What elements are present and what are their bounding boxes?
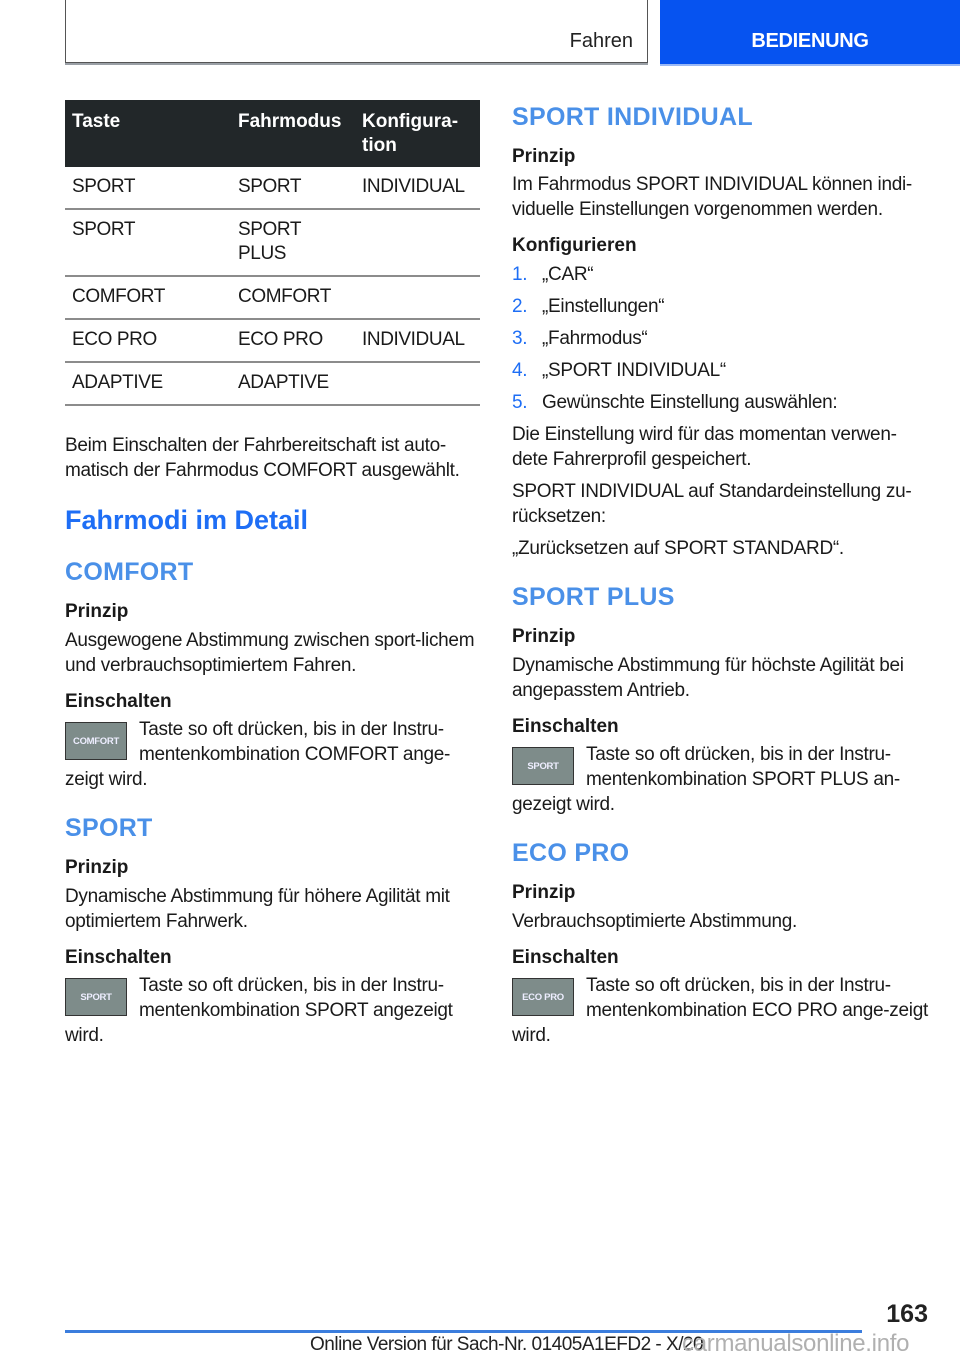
eco-pro-button-icon: ECO PRO [512, 978, 574, 1016]
sport-button-icon: SPORT [65, 978, 127, 1016]
sport-individual-prinzip-text: Im Fahrmodus SPORT INDIVIDUAL können indi-viduelle Einstellungen vorgenommen werden. [512, 174, 912, 220]
step-item: 1. „CAR“ [512, 264, 594, 285]
table-row [65, 209, 480, 276]
header-section-tab [65, 0, 648, 63]
table-row [65, 319, 480, 362]
sport-plus-prinzip-label: Prinzip [512, 626, 576, 647]
table-cell: INDIVIDUAL [355, 319, 480, 362]
table-cell: ECO PRO [65, 319, 231, 362]
table-row [65, 167, 480, 209]
step-item: 2. „Einstellungen“ [512, 296, 665, 317]
table-header-fahrmodus: Fahrmodus [231, 100, 355, 167]
eco-pro-heading: ECO PRO [512, 839, 630, 867]
note-reset: SPORT INDIVIDUAL auf Standardeinstellung zu-rücksetzen: [512, 481, 912, 527]
table-header-taste: Taste [65, 100, 231, 167]
table-cell: SPORT [65, 167, 231, 209]
table-cell: SPORT [231, 167, 355, 209]
sport-individual-heading: SPORT INDIVIDUAL [512, 103, 753, 131]
intro-text: Beim Einschalten der Fahrbereitschaft ist auto-matisch der Fahrmodus COMFORT ausgewählt. [65, 435, 460, 481]
drive-mode-table [65, 100, 480, 406]
step-item: 4. „SPORT INDIVIDUAL“ [512, 360, 726, 381]
eco-pro-prinzip-text: Verbrauchsoptimierte Abstimmung. [512, 911, 798, 932]
table-cell: ADAPTIVE [65, 362, 231, 405]
header-chapter-label: BEDIENUNG [751, 30, 869, 52]
konfigurieren-steps [512, 262, 932, 415]
header-section-label: Fahren [569, 30, 633, 52]
header-chapter-tab [660, 0, 960, 64]
left-column [65, 100, 480, 1048]
table-cell: SPORT [65, 209, 231, 276]
table-cell: COMFORT [231, 276, 355, 319]
comfort-prinzip-text: Ausgewogene Abstimmung zwischen sport-lichem und verbrauchsoptimiertem Fahren. [65, 630, 475, 676]
eco-pro-prinzip-label: Prinzip [512, 882, 576, 903]
sport-plus-prinzip-text: Dynamische Abstimmung für höchste Agilität bei angepasstem Antrieb. [512, 655, 904, 701]
table-header-konfiguration: Konfigura- tion [355, 100, 480, 167]
step-item: 5. Gewünschte Einstellung auswählen: [512, 392, 838, 413]
eco-pro-einschalten-text: Taste so oft drücken, bis in der Instru-mentenkombination ECO PRO ange-zeigt wird. [512, 975, 928, 1046]
table-cell [355, 276, 480, 319]
sport-einschalten-label: Einschalten [65, 947, 172, 968]
table-header-row [65, 100, 480, 167]
table-row [65, 276, 480, 319]
table-cell: SPORT PLUS [231, 209, 355, 276]
table-cell: COMFORT [65, 276, 231, 319]
sport-einschalten-text: Taste so oft drücken, bis in der Instru-mentenkombination SPORT angezeigt wird. [65, 975, 453, 1046]
comfort-einschalten-label: Einschalten [65, 691, 172, 712]
comfort-einschalten-block [65, 717, 480, 792]
table-cell: INDIVIDUAL [355, 167, 480, 209]
table-cell: ADAPTIVE [231, 362, 355, 405]
sport-plus-heading: SPORT PLUS [512, 583, 675, 611]
sport-individual-prinzip-label: Prinzip [512, 146, 576, 167]
note-profile: Die Einstellung wird für das momentan verwen-dete Fahrerprofil gespeichert. [512, 424, 897, 470]
right-column [512, 100, 932, 1048]
sport-plus-einschalten-block [512, 742, 932, 817]
step-item: 3. „Fahrmodus“ [512, 328, 648, 349]
table-row [65, 362, 480, 405]
footer-version-text: Online Version für Sach-Nr. 01405A1EFD2 - X/20 [310, 1334, 704, 1355]
sport-plus-einschalten-label: Einschalten [512, 716, 619, 737]
eco-pro-einschalten-block [512, 973, 932, 1048]
sport-prinzip-label: Prinzip [65, 857, 129, 878]
note-reset-action: „Zurücksetzen auf SPORT STANDARD“. [512, 538, 844, 559]
sport-heading: SPORT [65, 814, 153, 842]
sport-einschalten-block [65, 973, 480, 1048]
sport-prinzip-text: Dynamische Abstimmung für höhere Agilität mit optimiertem Fahrwerk. [65, 886, 450, 932]
table-cell: ECO PRO [231, 319, 355, 362]
comfort-einschalten-text: Taste so oft drücken, bis in der Instru-mentenkombination COMFORT ange-zeigt wird. [65, 719, 451, 790]
section-title: Fahrmodi im Detail [65, 505, 309, 535]
konfigurieren-label: Konfigurieren [512, 235, 637, 256]
table-cell [355, 209, 480, 276]
eco-pro-einschalten-label: Einschalten [512, 947, 619, 968]
sport-button-icon: SPORT [512, 747, 574, 785]
comfort-heading: COMFORT [65, 558, 194, 586]
table-cell [355, 362, 480, 405]
watermark: carmanualsonline.info [682, 1330, 910, 1357]
comfort-button-icon: COMFORT [65, 722, 127, 760]
page-number: 163 [886, 1300, 928, 1328]
comfort-prinzip-label: Prinzip [65, 601, 129, 622]
sport-plus-einschalten-text: Taste so oft drücken, bis in der Instru-mentenkombination SPORT PLUS an-gezeigt wird. [512, 744, 900, 815]
